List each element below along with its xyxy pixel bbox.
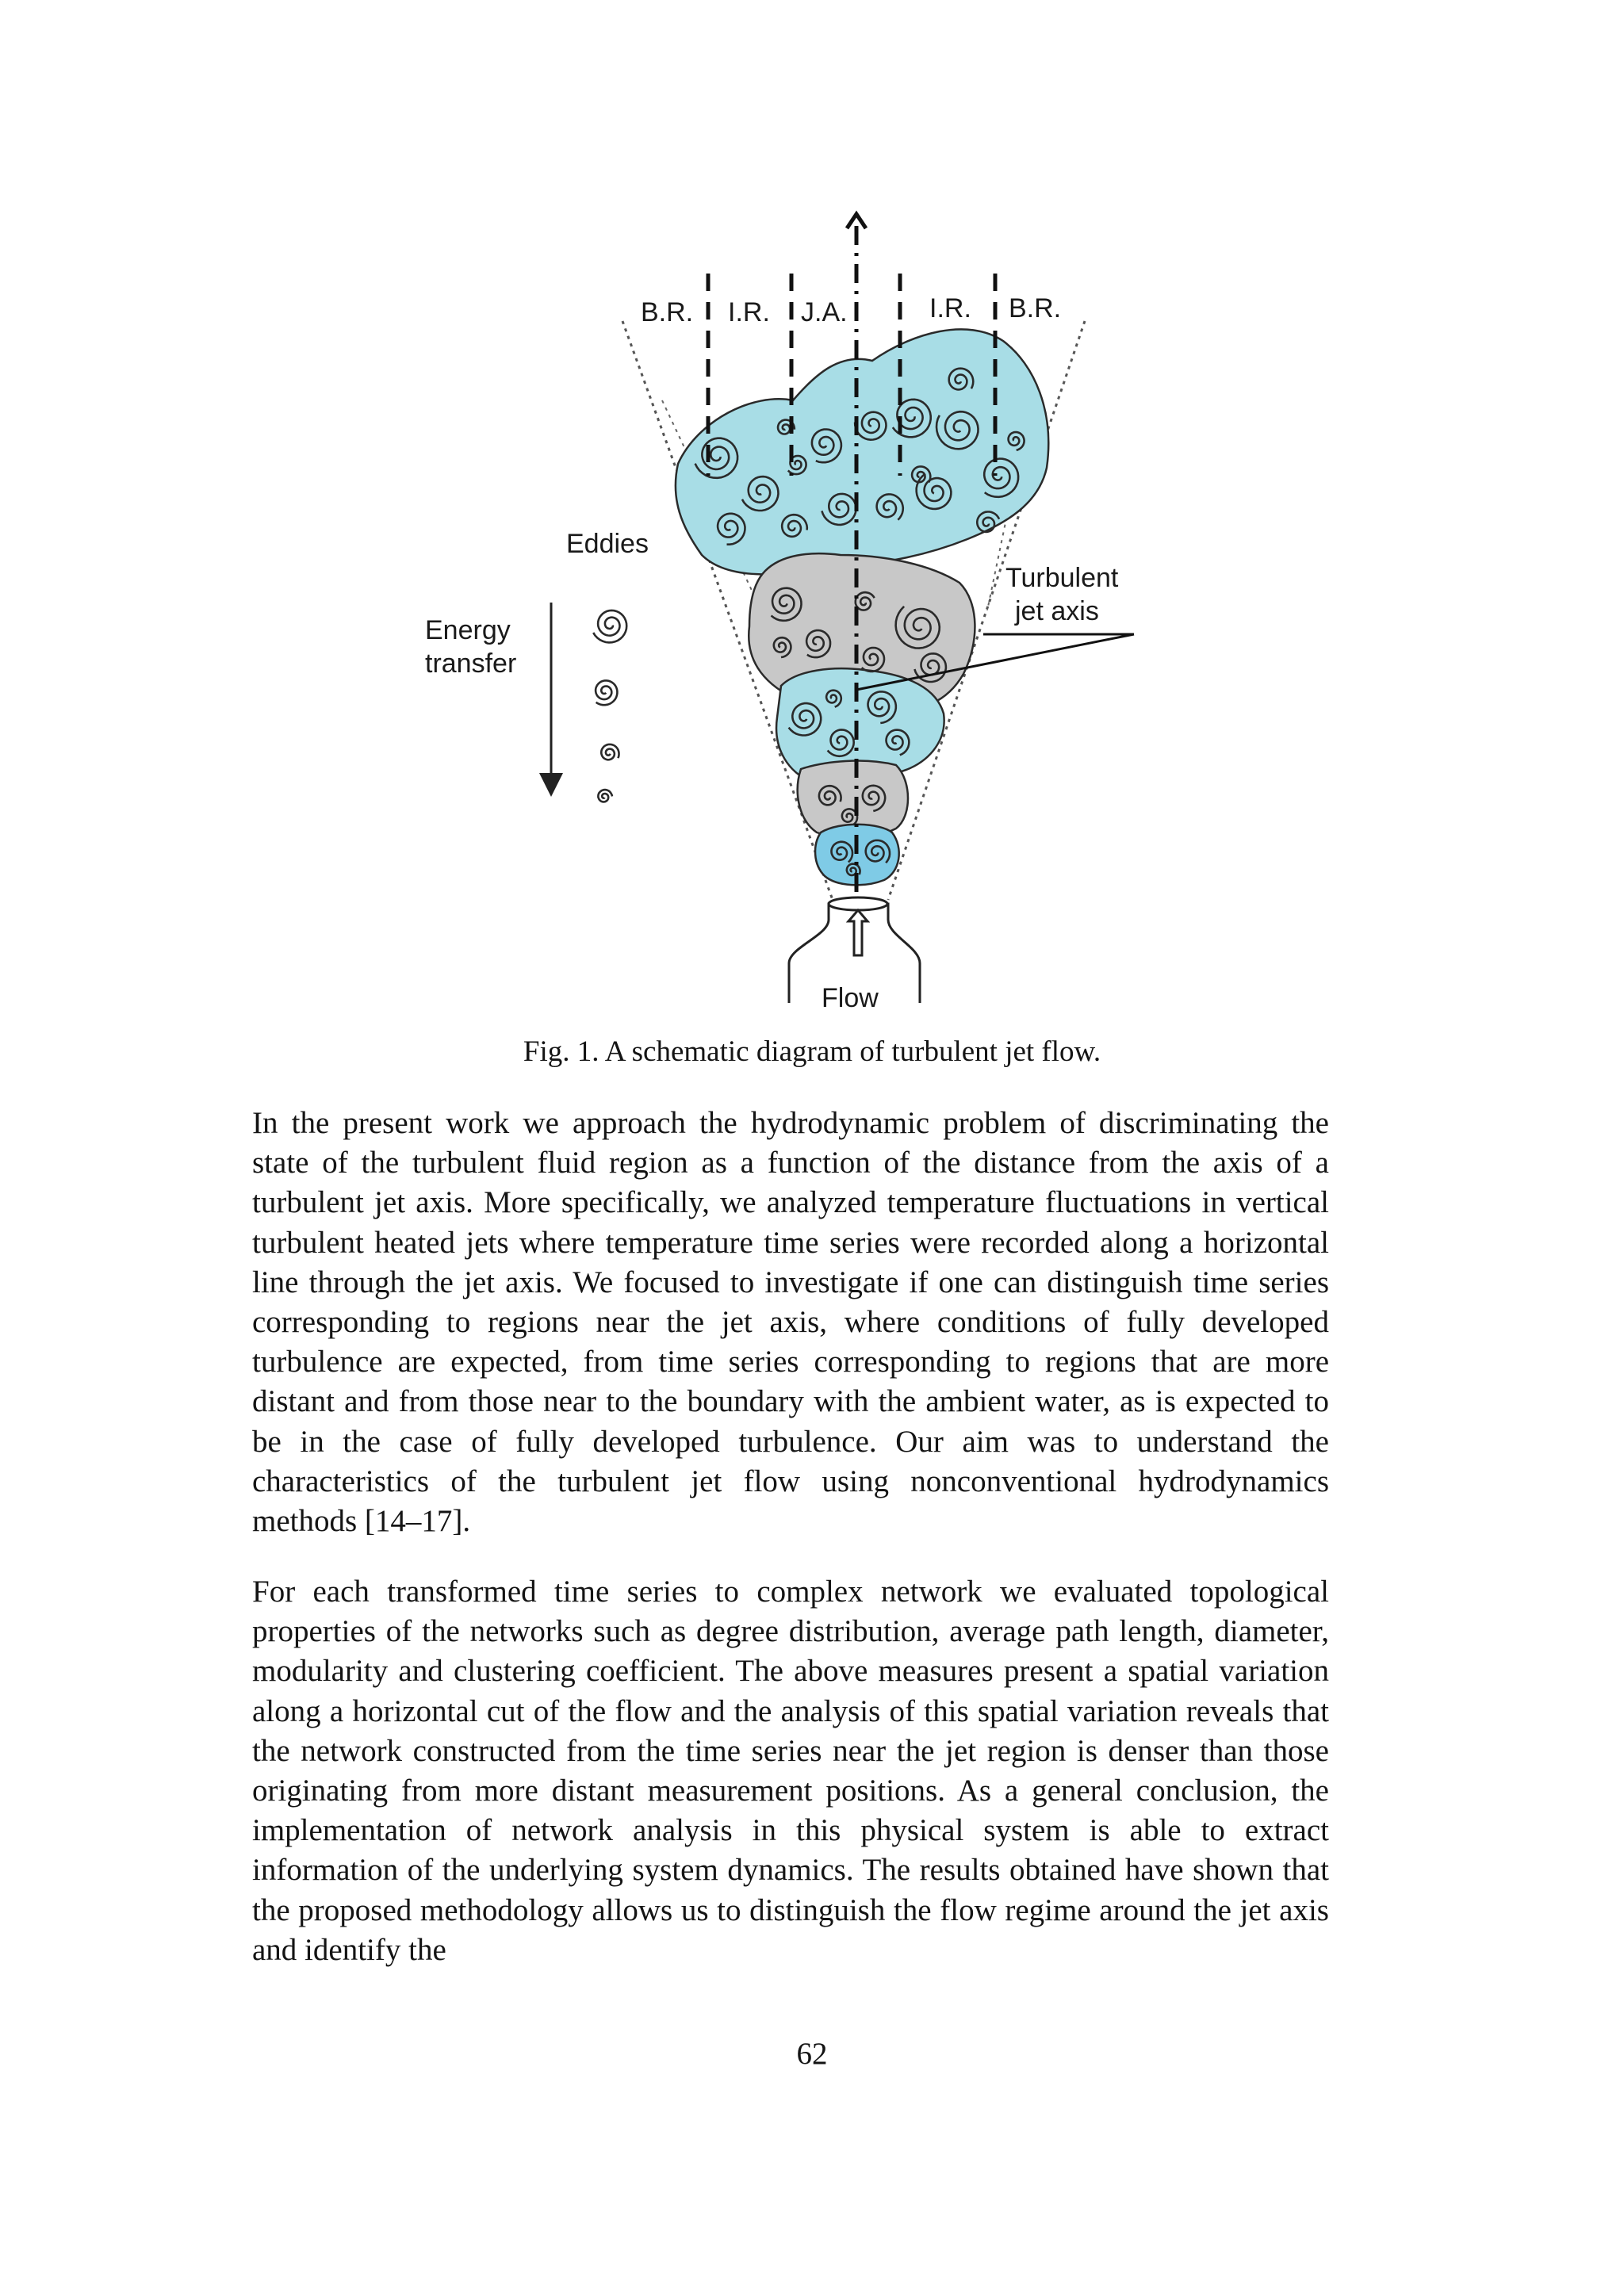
figure-caption: Fig. 1. A schematic diagram of turbulent jet flow. <box>523 1035 1101 1068</box>
eddy-blobs <box>676 329 1048 885</box>
label-br-right: B.R. <box>1009 293 1062 323</box>
paragraph-1: In the present work we approach the hydrodynamic problem of discriminating the state of the turbulent fluid region as a function of the distance from the axis of a turbulent jet axis. More specifically, we analyzed temperature fluctuations in vertical turbulent heated jets where temperature time series were recorded along a horizontal line through the jet axis. We focused to investigate if one can distinguish time series corresponding to regions near the jet axis, where conditions of fully developed turbulence are expected, from time series corresponding to regions that are more distant and from those near to the boundary with the ambient water, as is expected to be in the case of fully developed turbulence. Our aim was to understand the characteristics of the turbulent jet flow using nonconventional hydrodynamics methods [14–17]. <box>252 1106 1329 1539</box>
label-jet-axis: jet axis <box>1015 596 1099 626</box>
label-ir-left: I.R. <box>728 297 770 327</box>
eddy-spiral <box>601 744 619 760</box>
label-transfer: transfer <box>425 649 517 679</box>
label-energy: Energy <box>425 615 511 645</box>
eddy-spiral <box>596 680 617 705</box>
paragraph-2: For each transformed time series to complex network we evaluated topological properties of the networks such as degree distribution, average path length, diameter, modularity and clustering coefficient. The above measures present a spatial variation along a horizontal cut of the flow and the analysis of this spatial variation reveals that the network constructed from the time series near the jet region is denser than those originating from more distant measurement positions. As a general conclusion, the implementation of network analysis in this physical system is able to extract information of the underlying system dynamics. The results obtained have shown that the proposed methodology allows us to distinguish the flow regime around the jet axis and identify the <box>252 1575 1329 1967</box>
label-turbulent: Turbulent <box>1005 563 1119 593</box>
label-ja: J.A. <box>801 297 848 327</box>
label-eddies: Eddies <box>566 529 649 559</box>
eddy-spiral <box>598 790 612 802</box>
turbulent-jet-figure <box>0 0 1624 1031</box>
label-br-left: B.R. <box>641 297 694 327</box>
eddy-spiral <box>593 610 626 643</box>
label-ir-right: I.R. <box>929 293 971 323</box>
page-number: 62 <box>796 2037 828 2071</box>
label-flow: Flow <box>822 983 879 1013</box>
